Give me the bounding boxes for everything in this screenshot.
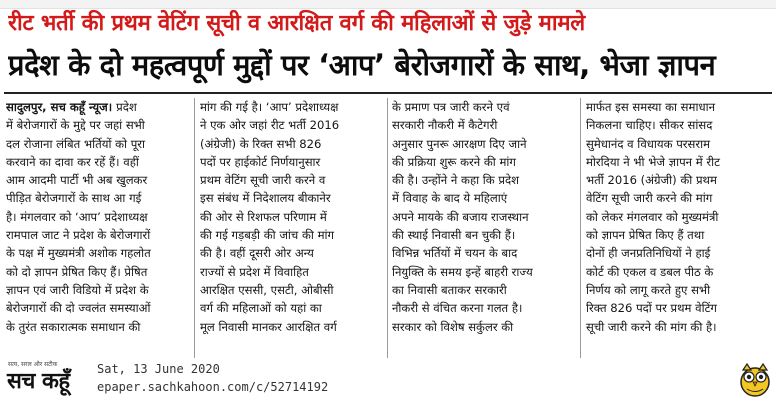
article-body	[6, 98, 770, 356]
article-line: आरक्षित एससी, एसटी, ओबीसी	[200, 282, 334, 297]
article-line: सुमेधानंद व विधायक परसराम	[586, 136, 711, 151]
article-line: ज्ञापन एवं जारी विडियो में प्रदेश के	[6, 282, 149, 297]
edition-date: Sat, 13 June 2020	[97, 362, 220, 376]
article-line: पदों पर हाईकोर्ट निर्णयानुसार	[200, 154, 321, 169]
article-line: इस संबंध में निदेशालय बीकानेर	[200, 191, 331, 206]
article-column-4	[586, 98, 770, 356]
article-line: पीड़ित बेरोजगारों के साथ आ गई	[6, 191, 142, 206]
column-divider	[387, 98, 388, 360]
article-line: प्रथम वेटिंग सूची जारी करने व	[200, 173, 326, 188]
article-line: की है। वहीं दूसरी ओर अन्य	[200, 246, 314, 261]
article-line: की ओर से रिशफल परिणाम में	[200, 209, 327, 224]
kicker-headline: रीट भर्ती की प्रथम वेटिंग सूची व आरक्षित वर्ग की महिलाओं से जुड़े मामले	[8, 11, 585, 36]
article-line: विभिन्न भर्तियों में चयन के बाद	[392, 246, 518, 261]
article-line: दोनों ही जनप्रतिनिधियों ने हाई	[586, 246, 711, 261]
article-line: सरकार को विशेष सर्कुलर की	[392, 319, 514, 334]
article-line: सूची जारी करने की मांग की है।	[586, 319, 717, 334]
article-line: नियुक्ति के समय इन्हें बाहरी राज्य	[392, 264, 533, 279]
article-line: ने एक ओर जहां रीट भर्ती 2016	[200, 118, 340, 133]
article-line: की है। उन्होंने ने कहा कि प्रदेश	[392, 173, 520, 188]
article-line: मोरदिया ने भी भेजे ज्ञापन में रीट	[586, 154, 720, 169]
article-line: भर्ती 2016 (अंग्रेजी) की प्रथम	[586, 173, 717, 188]
article-line: को दो ज्ञापन प्रेषित किए हैं। प्रेषित	[6, 264, 148, 279]
article-line: करवाने का दावा कर रहें हैं। वहीं	[6, 154, 139, 169]
article-line: नौकरी से वंचित करना गलत है।	[392, 301, 523, 316]
article-line: के तुरंत सकारात्मक समाधान की	[6, 319, 141, 334]
article-line: वर्ग की महिलाओं को यहां का	[200, 301, 322, 316]
article-line: में विवाह के बाद ये महिलाएं	[392, 191, 508, 206]
article-line: की प्रक्रिया शुरू करने की मांग	[392, 154, 516, 169]
article-line: को ज्ञापन प्रेषित किए हैं तथा	[586, 228, 705, 243]
column-divider	[194, 98, 195, 360]
article-line: की स्थाई निवासी बन चुकी हैं।	[392, 228, 516, 243]
article-text: प्रदेश	[116, 100, 137, 114]
article-line: की गई गड़बड़ी की जांच की मांग	[200, 228, 335, 243]
main-headline: प्रदेश के दो महत्वपूर्ण मुद्दों पर ‘आप’ बेरोजगारों के साथ, भेजा ज्ञापन	[8, 48, 716, 82]
logo-tagline: सत्य, सरल और सटीक	[8, 361, 58, 368]
article-line: सरकारी नौकरी में कैटेगरी	[392, 118, 498, 133]
article-line: का निवासी बताकर सरकारी	[392, 282, 507, 297]
article-line: को लेकर मंगलवार को मुख्यमंत्री	[586, 209, 719, 224]
owl-icon	[738, 361, 772, 397]
article-line: बेरोजगारों की दो ज्वलंत समस्याओं	[6, 301, 151, 316]
article-line: अनुसार पुनरू आरक्षण दिए जाने	[392, 136, 527, 151]
article-line: आम आदमी पार्टी भी अब खुलकर	[6, 173, 148, 188]
dateline: सादुलपुर, सच कहूँ न्यूज।	[6, 100, 117, 114]
article-line	[6, 98, 190, 116]
article-line: राज्यों से प्रदेश में विवाहित	[200, 264, 309, 279]
article-line: वेटिंग सूची जारी करने की मांग	[586, 191, 713, 206]
article-column-1	[6, 98, 190, 356]
article-line: कोर्ट की एकल व डबल पीठ के	[586, 264, 714, 279]
article-line: रिक्त 826 पदों पर प्रथम वेटिंग	[586, 301, 717, 316]
sach-kahoon-logo: सच कहूँ	[7, 369, 70, 394]
article-line: है। मंगलवार को ‘आप’ प्रदेशाध्यक्ष	[6, 209, 148, 224]
article-line: निकलना चाहिए। सीकर सांसद	[586, 118, 713, 133]
article-line: में बेरोजगारों के मुद्दे पर जहां सभी	[6, 118, 145, 133]
headline-rule	[4, 92, 772, 94]
article-line: के प्रमाण पत्र जारी करने एवं	[392, 100, 510, 114]
article-line: निर्णय को लागू करते हुए सभी	[586, 282, 711, 297]
article-line: मूल निवासी मानकर आरक्षित वर्ग	[200, 319, 337, 334]
article-column-2	[200, 98, 384, 356]
epaper-url[interactable]: epaper.sachkahoon.com/c/52714192	[97, 380, 329, 394]
article-line: रामपाल जाट ने प्रदेश के बेरोजगारों	[6, 228, 151, 243]
article-line: मांग की गई है। ‘आप’ प्रदेशाध्यक्ष	[200, 100, 339, 114]
column-divider	[580, 98, 581, 360]
article-line: दल रोजाना लंबित भर्तियों को पूरा	[6, 136, 146, 151]
article-column-3	[392, 98, 577, 356]
article-line: के पक्ष में मुख्यमंत्री अशोक गहलोत	[6, 246, 151, 261]
article-line: अपने मायके की बजाय राजस्थान	[392, 209, 529, 224]
article-line: (अंग्रेजी) के रिक्त सभी 826	[200, 136, 322, 151]
article-line: मार्फत इस समस्या का समाधान	[586, 100, 716, 114]
